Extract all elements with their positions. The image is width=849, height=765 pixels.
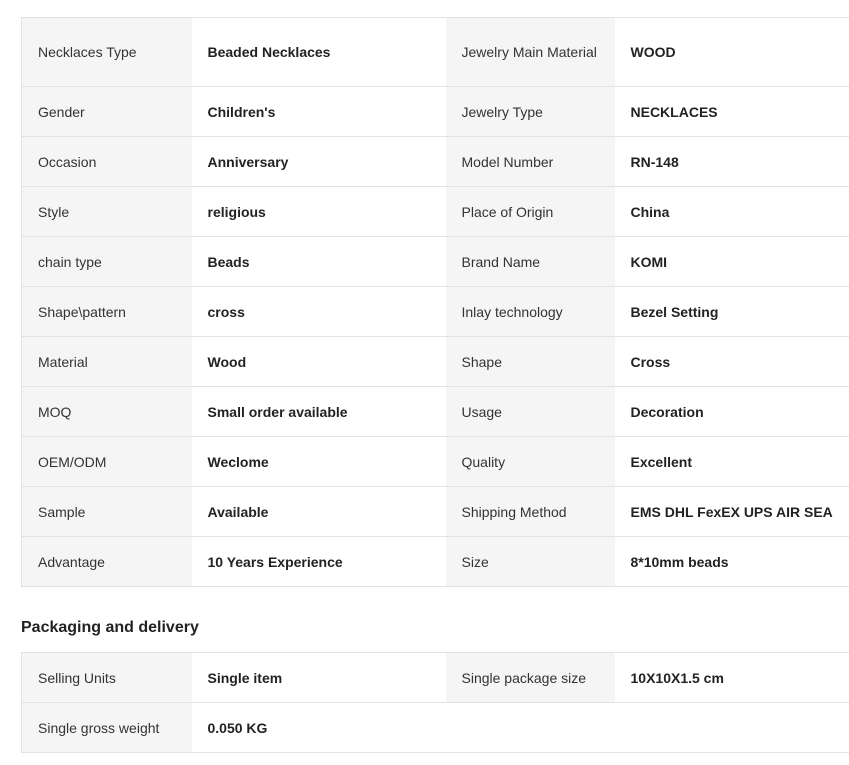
attribute-key: Inlay technology xyxy=(446,287,615,337)
attribute-value: Single item xyxy=(192,653,446,703)
attribute-value: 10X10X1.5 cm xyxy=(615,653,849,703)
attribute-value: cross xyxy=(192,287,446,337)
attribute-value: KOMI xyxy=(615,237,849,287)
table-row xyxy=(22,187,849,237)
attribute-key: Place of Origin xyxy=(446,187,615,237)
attribute-value: Wood xyxy=(192,337,446,387)
table-row xyxy=(22,87,849,137)
table-row xyxy=(22,387,849,437)
table-row xyxy=(22,653,849,703)
attribute-key: Sample xyxy=(22,487,192,537)
attribute-key: Usage xyxy=(446,387,615,437)
attribute-value: Anniversary xyxy=(192,137,446,187)
attribute-key: Shipping Method xyxy=(446,487,615,537)
table-row xyxy=(22,703,849,753)
attribute-value: NECKLACES xyxy=(615,87,849,137)
attribute-value: 8*10mm beads xyxy=(615,537,849,587)
attribute-value: Children's xyxy=(192,87,446,137)
attribute-key: Necklaces Type xyxy=(22,18,192,87)
attribute-value: Bezel Setting xyxy=(615,287,849,337)
empty-cell xyxy=(446,703,615,753)
attribute-key: MOQ xyxy=(22,387,192,437)
attribute-key: Single gross weight xyxy=(22,703,192,753)
attribute-key: Advantage xyxy=(22,537,192,587)
table-row xyxy=(22,337,849,387)
table-row xyxy=(22,237,849,287)
attribute-key: Gender xyxy=(22,87,192,137)
attribute-key: Model Number xyxy=(446,137,615,187)
attribute-key: Jewelry Type xyxy=(446,87,615,137)
empty-cell xyxy=(615,703,849,753)
attribute-key: chain type xyxy=(22,237,192,287)
attribute-key: Size xyxy=(446,537,615,587)
table-row xyxy=(22,137,849,187)
table-row xyxy=(22,287,849,337)
attribute-value: Excellent xyxy=(615,437,849,487)
attribute-key: Shape xyxy=(446,337,615,387)
attribute-value: Decoration xyxy=(615,387,849,437)
attribute-key: Occasion xyxy=(22,137,192,187)
table-row xyxy=(22,537,849,587)
packaging-section-title: Packaging and delivery xyxy=(21,619,199,636)
attribute-value: RN-148 xyxy=(615,137,849,187)
table-row xyxy=(22,18,849,87)
attribute-value: Beaded Necklaces xyxy=(192,18,446,87)
attribute-key: Quality xyxy=(446,437,615,487)
attribute-key: Style xyxy=(22,187,192,237)
attribute-value: EMS DHL FexEX UPS AIR SEA xyxy=(615,487,849,537)
table-row xyxy=(22,437,849,487)
attribute-value: 10 Years Experience xyxy=(192,537,446,587)
attributes-table xyxy=(21,17,849,587)
attribute-key: Material xyxy=(22,337,192,387)
attribute-value: Available xyxy=(192,487,446,537)
attribute-key: Selling Units xyxy=(22,653,192,703)
attribute-value: Weclome xyxy=(192,437,446,487)
attribute-value: China xyxy=(615,187,849,237)
attribute-value: religious xyxy=(192,187,446,237)
attribute-value: Beads xyxy=(192,237,446,287)
attribute-key: Shape\pattern xyxy=(22,287,192,337)
attribute-key: OEM/ODM xyxy=(22,437,192,487)
attribute-value: 0.050 KG xyxy=(192,703,446,753)
attribute-value: Cross xyxy=(615,337,849,387)
attribute-key: Single package size xyxy=(446,653,615,703)
packaging-table xyxy=(21,652,849,753)
attribute-key: Jewelry Main Material xyxy=(446,18,615,87)
attribute-key: Brand Name xyxy=(446,237,615,287)
attribute-value: WOOD xyxy=(615,18,849,87)
attribute-value: Small order available xyxy=(192,387,446,437)
table-row xyxy=(22,487,849,537)
